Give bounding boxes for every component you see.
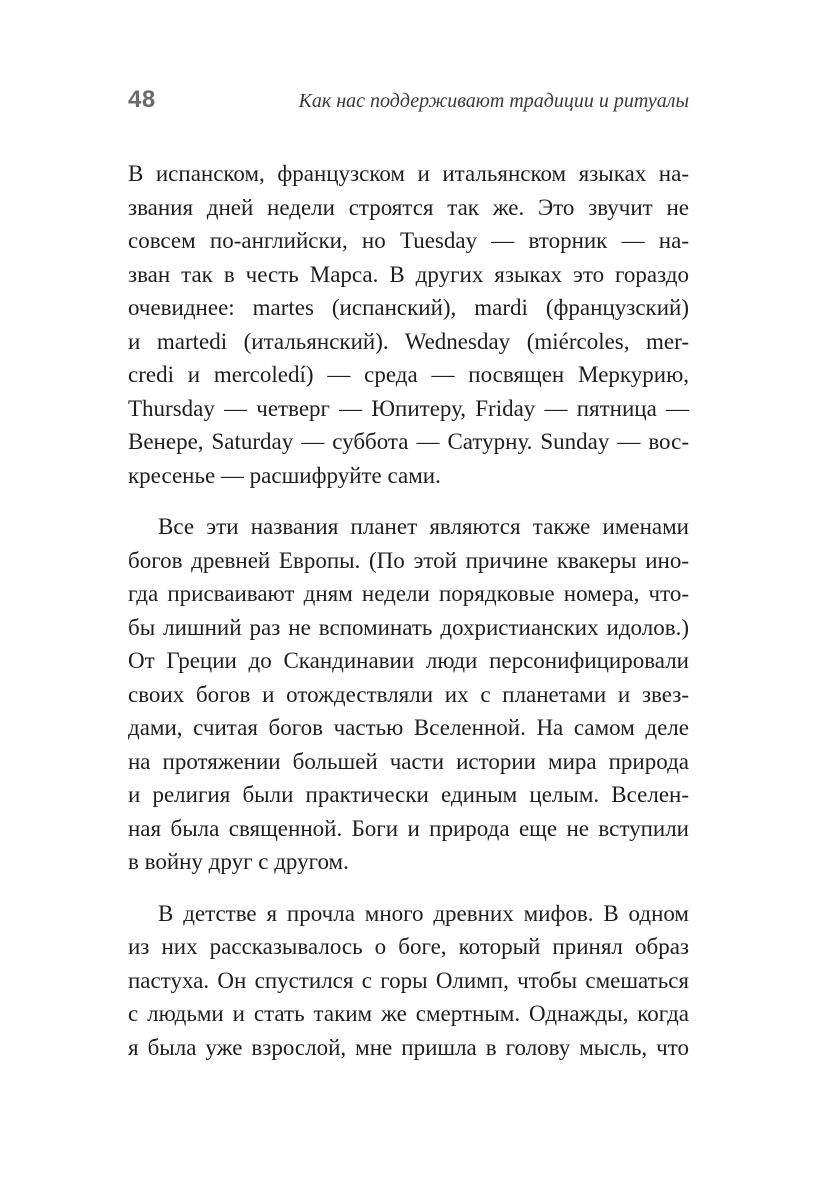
text-line: на протяжении большей части истории мира природа bbox=[128, 748, 689, 774]
text-line: Все эти названия планет являются также именами bbox=[158, 514, 689, 539]
body-text bbox=[128, 157, 689, 1082]
text-line: дами, считая богов частью Вселенной. На самом деле bbox=[128, 715, 689, 740]
page-number: 48 bbox=[128, 86, 156, 113]
text-line: Thursday — четверг — Юпитеру, Friday — пятница — bbox=[128, 395, 689, 421]
text-line: Венере, Saturday — суббота — Сатурну. Sunday — вос- bbox=[128, 429, 689, 454]
text-line: пастуха. Он спустился с горы Олимп, чтобы смешаться bbox=[128, 967, 689, 993]
text-line: В детстве я прочла много древних мифов. В одном bbox=[158, 900, 689, 926]
text-line: с людьми и стать таким же смертным. Однажды, когда bbox=[128, 1001, 689, 1026]
text-line: совсем по-английски, но Tuesday — вторник — на- bbox=[128, 228, 689, 253]
text-line: звания дней недели строятся так же. Это звучит не bbox=[128, 194, 689, 220]
text-line: я была уже взрослой, мне пришла в голову мысль, что bbox=[128, 1034, 689, 1060]
text-line: гда присваивают дням недели порядковые номера, что- bbox=[128, 581, 689, 606]
text-line: кресенье — расшифруйте сами. bbox=[128, 462, 441, 488]
text-line: очевиднее: martes (испанский), mardi (французский) bbox=[128, 295, 689, 320]
text-line: зван так в честь Марса. В других языках это гораздо bbox=[128, 261, 689, 287]
paragraph bbox=[128, 510, 689, 879]
paragraph bbox=[128, 157, 689, 492]
text-line: и martedi (итальянский). Wednesday (miércoles, mer- bbox=[128, 328, 689, 354]
running-head: Как нас поддерживают традиции и ритуалы bbox=[298, 90, 689, 112]
text-line: credi и mercoledí) — среда — посвящен Меркурию, bbox=[128, 362, 689, 387]
text-line: бы лишний раз не вспоминать дохристианских идолов.) bbox=[128, 614, 689, 640]
text-line: из них рассказывалось о боге, который принял образ bbox=[128, 934, 689, 959]
text-line: От Греции до Скандинавии люди персонифицировали bbox=[128, 648, 689, 673]
text-line: и религия были практически единым целым. Вселен- bbox=[128, 782, 689, 807]
text-line: ная была священной. Боги и природа еще не вступили bbox=[128, 815, 689, 841]
text-line: богов древней Европы. (По этой причине квакеры ино- bbox=[128, 547, 689, 573]
paragraph bbox=[128, 897, 689, 1065]
text-line: в войну друг с другом. bbox=[128, 849, 349, 874]
text-line: своих богов и отождествляли их с планетами и звез- bbox=[128, 681, 689, 707]
text-line: В испанском, французском и итальянском языках на- bbox=[128, 161, 689, 186]
